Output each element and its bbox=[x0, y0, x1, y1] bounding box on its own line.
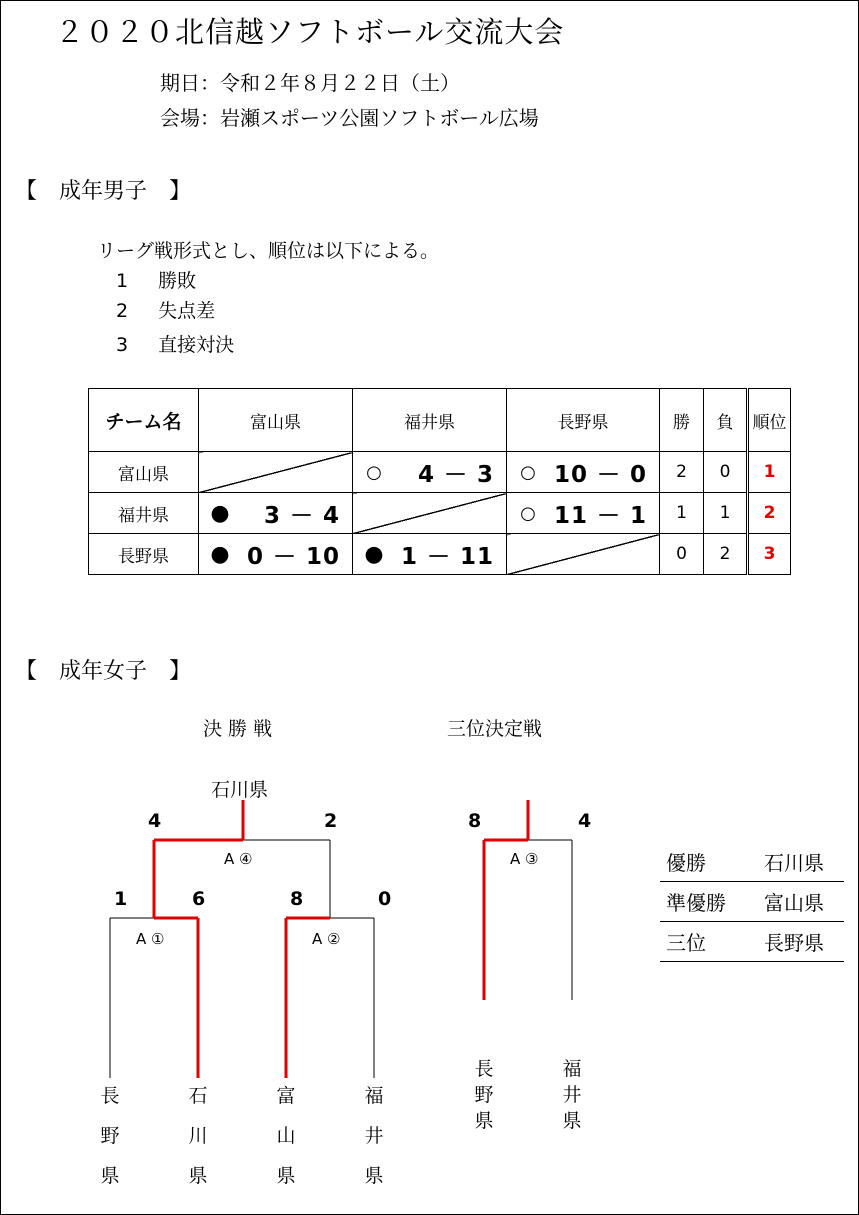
semi1-right-score: 6 bbox=[192, 888, 206, 910]
result-mark: ● bbox=[210, 541, 230, 567]
losses-cell: 0 bbox=[704, 452, 748, 493]
place-label: 三位 bbox=[660, 922, 758, 962]
semi1-game-id: A ① bbox=[136, 930, 165, 948]
place-team: 長野県 bbox=[758, 922, 844, 962]
page-title: ２０２０北信越ソフトボール交流大会 bbox=[55, 15, 565, 49]
score-value: 3 － 4 bbox=[263, 502, 340, 529]
rule-text: 失点差 bbox=[158, 300, 216, 322]
result-mark: ● bbox=[364, 541, 384, 567]
score-value: 1 － 11 bbox=[400, 543, 494, 570]
winner-path bbox=[154, 800, 528, 1078]
rule-text: 勝敗 bbox=[158, 270, 197, 292]
result-mark: ● bbox=[210, 500, 230, 526]
team-nagano: 長野県 bbox=[100, 1085, 120, 1187]
final-results-table bbox=[660, 842, 844, 962]
rank-cell: 2 bbox=[748, 493, 791, 534]
header-col1: 富山県 bbox=[199, 389, 353, 452]
result-mark: ○ bbox=[366, 461, 382, 483]
semi2-left-score: 8 bbox=[290, 888, 304, 910]
place-team: 富山県 bbox=[758, 882, 844, 922]
final-game-id: A ④ bbox=[224, 850, 253, 868]
place-team: 石川県 bbox=[758, 842, 844, 882]
place-label: 準優勝 bbox=[660, 882, 758, 922]
header-col2: 福井県 bbox=[353, 389, 507, 452]
team-fukui: 福井県 bbox=[364, 1085, 384, 1187]
header-wins: 勝 bbox=[660, 389, 704, 452]
rule-num: 3 bbox=[116, 334, 129, 356]
rule-text: 直接対決 bbox=[158, 334, 235, 356]
wins-cell: 1 bbox=[660, 493, 704, 534]
team-ishikawa: 石川県 bbox=[188, 1085, 208, 1187]
score-value: 11 － 1 bbox=[553, 502, 647, 529]
result-mark: ○ bbox=[520, 502, 536, 524]
third-game-id: A ③ bbox=[510, 850, 539, 868]
final-score-left: 4 bbox=[148, 810, 162, 832]
event-date: 期日：令和２年８月２２日（土） bbox=[160, 71, 460, 95]
place-label: 優勝 bbox=[660, 842, 758, 882]
semi1-left-score: 1 bbox=[114, 888, 128, 910]
header-rank: 順位 bbox=[748, 389, 791, 452]
losses-cell: 2 bbox=[704, 534, 748, 575]
women-heading: 【 成年女子 】 bbox=[15, 659, 192, 684]
third-left-score: 8 bbox=[468, 810, 482, 832]
third-place-label: 三位決定戦 bbox=[447, 718, 543, 740]
event-venue: 会場：岩瀬スポーツ公園ソフトボール広場 bbox=[160, 106, 539, 130]
team-name: 長野県 bbox=[89, 534, 199, 575]
third-team-fukui: 福井県 bbox=[562, 1058, 582, 1132]
bracket-lines bbox=[110, 840, 572, 1078]
header-col3: 長野県 bbox=[507, 389, 660, 452]
semi2-game-id: A ② bbox=[312, 930, 341, 948]
result-mark: ○ bbox=[520, 461, 536, 483]
table-row bbox=[660, 842, 844, 882]
rank-cell: 1 bbox=[748, 452, 791, 493]
third-team-nagano: 長野県 bbox=[474, 1058, 494, 1132]
wins-cell: 0 bbox=[660, 534, 704, 575]
team-name: 福井県 bbox=[89, 493, 199, 534]
third-right-score: 4 bbox=[578, 810, 592, 832]
semi2-right-score: 0 bbox=[378, 888, 392, 910]
losses-cell: 1 bbox=[704, 493, 748, 534]
table-row bbox=[660, 922, 844, 962]
score-value: 10 － 0 bbox=[553, 461, 647, 488]
men-heading: 【 成年男子 】 bbox=[15, 179, 192, 204]
header-losses: 負 bbox=[704, 389, 748, 452]
rule-num: 2 bbox=[116, 300, 129, 322]
wins-cell: 2 bbox=[660, 452, 704, 493]
team-toyama: 富山県 bbox=[276, 1085, 296, 1187]
score-value: 0 － 10 bbox=[246, 543, 340, 570]
rule-num: 1 bbox=[116, 270, 129, 292]
score-value: 4 － 3 bbox=[417, 461, 494, 488]
table-row bbox=[660, 882, 844, 922]
final-label: 決 勝 戦 bbox=[203, 718, 273, 740]
men-rules-intro: リーグ戦形式とし、順位は以下による。 bbox=[97, 240, 440, 262]
champion-name: 石川県 bbox=[211, 779, 269, 801]
final-score-right: 2 bbox=[324, 810, 338, 832]
team-name: 富山県 bbox=[89, 452, 199, 493]
rank-cell: 3 bbox=[748, 534, 791, 575]
header-team: チーム名 bbox=[89, 389, 199, 452]
